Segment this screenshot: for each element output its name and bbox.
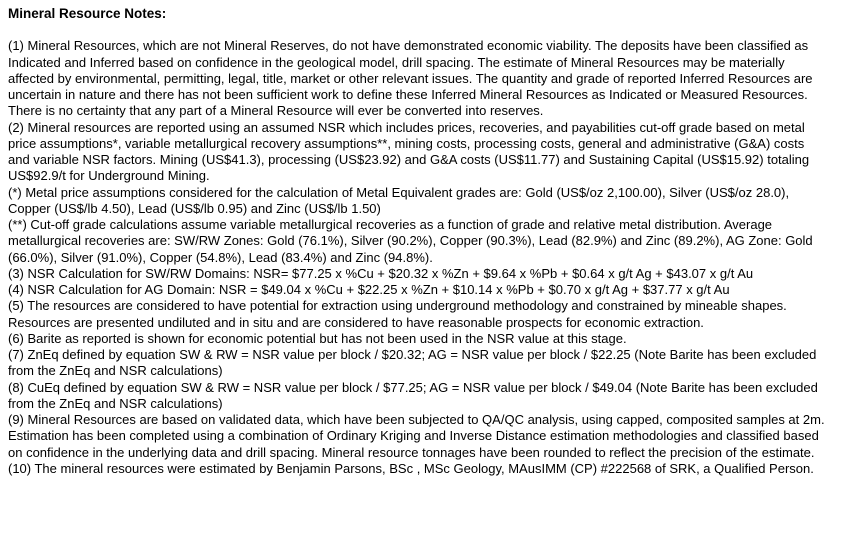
page-title: Mineral Resource Notes: <box>8 6 167 21</box>
note-6: (6) Barite as reported is shown for economic potential but has not been used in the NSR value at this stage. <box>8 330 627 346</box>
note-10: (10) The mineral resources were estimated by Benjamin Parsons, BSc , MSc Geology, MAusIMM (CP) #222568 of SRK, a Qualified Person. <box>8 460 814 476</box>
note-4: (4) NSR Calculation for AG Domain: NSR = $49.04 x %Cu + $22.25 x %Zn + $10.14 x %Pb + $0.70 x g/t Ag + $37.77 x g/t Au <box>8 282 730 297</box>
notes-list <box>8 38 829 477</box>
note-8: (8) CuEq defined by equation SW & RW = NSR value per block / $77.25; AG = NSR value per block / $49.04 (Note Barite has been excluded from the ZnEq and NSR calculations) <box>8 379 822 411</box>
note-cutoff-grade-assumptions: (**) Cut-off grade calculations assume variable metallurgical recoveries as a function of grade and relative metal distribution. Average metallurgical recoveries are: SW/RW Zones: Gold (76.1%), Silver (90.2%), Copper (90.3%), Lead (82.9%) and Zinc (89.2%), AG Zone: Gold (66.0%), Silver (91.0%), Copper (54.8%), Lead (83.4%) and Zinc (94.8%). <box>8 217 817 265</box>
note-metal-price-assumptions: (*) Metal price assumptions considered for the calculation of Metal Equivalent grades are: Gold (US$/oz 2,100.00), Silver (US$/oz 28.0), Copper (US$/lb 4.50), Lead (US$/lb 0.95) and Zinc (US$/lb 1.50) <box>8 184 793 216</box>
note-9: (9) Mineral Resources are based on validated data, which have been subjected to QA/QC analysis, using capped, composited samples at 2m. Estimation has been completed using a combination of Ordinary Kriging and Inverse Distance estimation methodologies and classified based on confidence in the underlying data and drill spacing. Mineral resource tonnages have been rounded to reflect the precision of the estimate. <box>8 412 829 460</box>
note-2: (2) Mineral resources are reported using an assumed NSR which includes prices, recoveries, and payabilities cut-off grade based on metal price assumptions*, variable metallurgical recovery assumptions**, mining costs, processing costs, general and administrative (G&A) costs and variable NSR factors. Mining (US$41.3), processing (US$23.92) and G&A costs (US$11.77) and Sustaining Capital (US$15.92) totaling US$92.9/t for Underground Mining. <box>8 119 813 184</box>
note-3: (3) NSR Calculation for SW/RW Domains: NSR= $77.25 x %Cu + $20.32 x %Zn + $9.64 x %Pb + $0.64 x g/t Ag + $43.07 x g/t Au <box>8 265 754 281</box>
note-7: (7) ZnEq defined by equation SW & RW = NSR value per block / $20.32; AG = NSR value per block / $22.25 (Note Barite has been excluded from the ZnEq and NSR calculations) <box>8 347 820 379</box>
note-1: (1) Mineral Resources, which are not Mineral Reserves, do not have demonstrated economic viability. The deposits have been classified as Indicated and Inferred based on confidence in the geological model, drill spacing. The estimate of Mineral Resources may be materially affected by environmental, permitting, legal, title, market or other relevant issues. The quantity and grade of reported Inferred Resources are uncertain in nature and there has not been sufficient work to define these Inferred Mineral Resources as Indicated or Measured Resources. There is no certainty that any part of a Mineral Resource will ever be converted into reserves. <box>8 38 817 119</box>
note-5: (5) The resources are considered to have potential for extraction using underground methodology and constrained by mineable shapes. Resources are presented undiluted and in situ and are considered to have reasonable prospects for economic extraction. <box>8 298 791 330</box>
